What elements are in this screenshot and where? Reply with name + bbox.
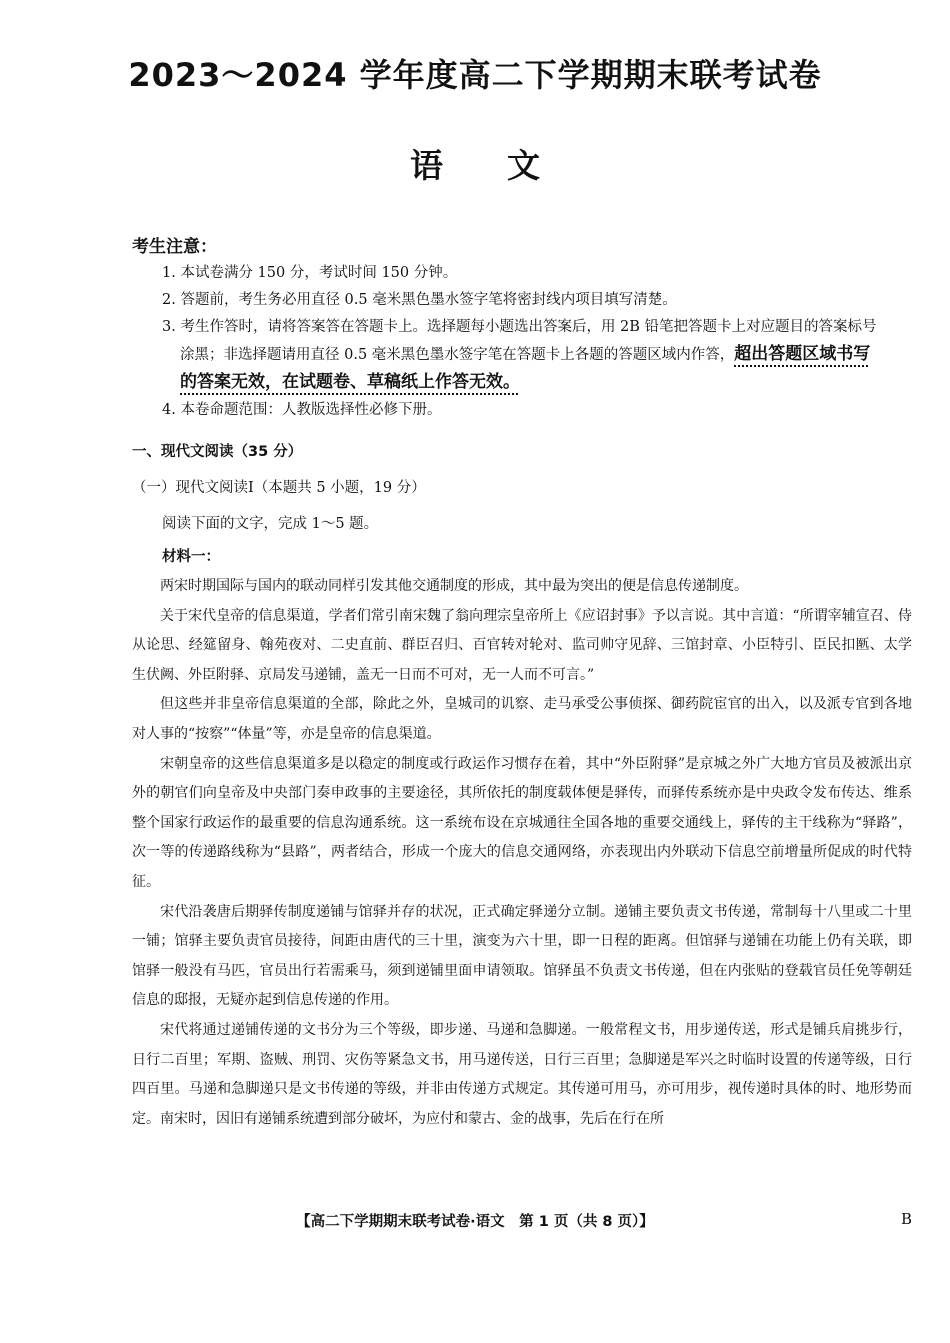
version-label: B <box>900 1210 912 1228</box>
paragraph: 宋代沿袭唐后期驿传制度递铺与馆驿并存的状况，正式确定驿递分立制。递铺主要负责文书传递，常制每十八里或二十里一铺；馆驿主要负责官员接待，间距由唐代的三十里，演变为六十里，即一日程的距离。但馆驿与递铺在功能上仍有关联，即馆驿一般没有马匹，官员出行若需乘马，须到递铺里面申请领取。馆驿虽不负责文书传递，但在内张贴的登载官员任免等朝廷信息的邸报，无疑亦起到信息传递的作用。 <box>132 903 912 1009</box>
notice-item-1: 1. 本试卷满分 150 分，考试时间 150 分钟。 <box>162 265 458 281</box>
notice-item-3-line-3 <box>162 369 914 397</box>
section-title: 一、现代文阅读（35 分） <box>132 444 303 460</box>
subject-title: 语文 <box>410 146 604 185</box>
notice-emphasis-2: 的答案无效，在试题卷、草稿纸上作答无效。 <box>180 372 520 392</box>
notice-heading: 考生注意： <box>132 237 217 257</box>
notice-item-3-line-1: 3. 考生作答时，请将答案答在答题卡上。选择题每小题选出答案后，用 2B 铅笔把答题卡上对应题目的答案标号 <box>162 319 877 335</box>
notice-item-3-text: 涂黑；非选择题请用直径 0.5 毫米黑色墨水签字笔在答题卡上各题的答题区域内作答， <box>180 347 735 363</box>
material-label: 材料一： <box>162 549 220 565</box>
notice-emphasis-1: 超出答题区域书写 <box>734 344 871 364</box>
exam-title: 2023～2024 学年度高二下学期期末联考试卷 <box>128 56 822 94</box>
page-footer: 【高二下学期期末联考试卷·语文 第 1 页（共 8 页）】 <box>296 1214 654 1230</box>
section-subtitle: （一）现代文阅读Ⅰ（本题共 5 小题，19 分） <box>132 480 426 496</box>
passage <box>132 572 912 1134</box>
notice-list <box>162 260 914 424</box>
notice-item-2: 2. 答题前，考生务必用直径 0.5 毫米黑色墨水签字笔将密封线内项目填写清楚。 <box>162 292 677 308</box>
paragraph: 关于宋代皇帝的信息渠道，学者们常引南宋魏了翁向理宗皇帝所上《应诏封事》予以言说。其中言道：“所谓宰辅宣召、侍从论思、经筵留身、翰苑夜对、二史直前、群臣召归、百官转对轮对、监司帅守见辞、三馆封章、小臣特引、臣民扣匦、太学生伏阙、外臣附驿、京局发马递铺，盖无一日而不可对，无一人而不可言。” <box>132 607 912 683</box>
notice-item-3-line-2 <box>162 341 914 369</box>
reading-instruction: 阅读下面的文字，完成 1～5 题。 <box>162 516 379 532</box>
notice-item-4: 4. 本卷命题范围：人教版选择性必修下册。 <box>162 402 442 418</box>
paragraph: 两宋时期国际与国内的联动同样引发其他交通制度的形成，其中最为突出的便是信息传递制度。 <box>160 578 748 594</box>
paragraph: 但这些并非皇帝信息渠道的全部，除此之外，皇城司的讥察、走马承受公事侦探、御药院宦官的出入，以及派专官到各地对人事的“按察”“体量”等，亦是皇帝的信息渠道。 <box>132 696 912 742</box>
paragraph: 宋代将通过递铺传递的文书分为三个等级，即步递、马递和急脚递。一般常程文书，用步递传送，形式是铺兵肩挑步行，日行二百里；军期、盗贼、刑罚、灾伤等紧急文书，用马递传送，日行三百里；急脚递是军兴之时临时设置的传递等级，日行四百里。马递和急脚递只是文书传递的等级，并非由传递方式规定。其传递可用马，亦可用步，视传递时具体的时、地形势而定。南宋时，因旧有递铺系统遭到部分破坏，为应付和蒙古、金的战事，先后在行在所 <box>132 1021 912 1127</box>
paragraph: 宋朝皇帝的这些信息渠道多是以稳定的制度或行政运作习惯存在着，其中“外臣附驿”是京城之外广大地方官员及被派出京外的朝官们向皇帝及中央部门奏申政事的主要途径，其所依托的制度载体便是驿传，而驿传系统亦是中央政令发布传达、维系整个国家行政运作的最重要的信息沟通系统。这一系统布设在京城通往全国各地的重要交通线上，驿传的主干线称为“驿路”，次一等的传递路线称为“县路”，两者结合，形成一个庞大的信息交通网络，亦表现出内外联动下信息空前增量所促成的时代特征。 <box>132 755 912 890</box>
